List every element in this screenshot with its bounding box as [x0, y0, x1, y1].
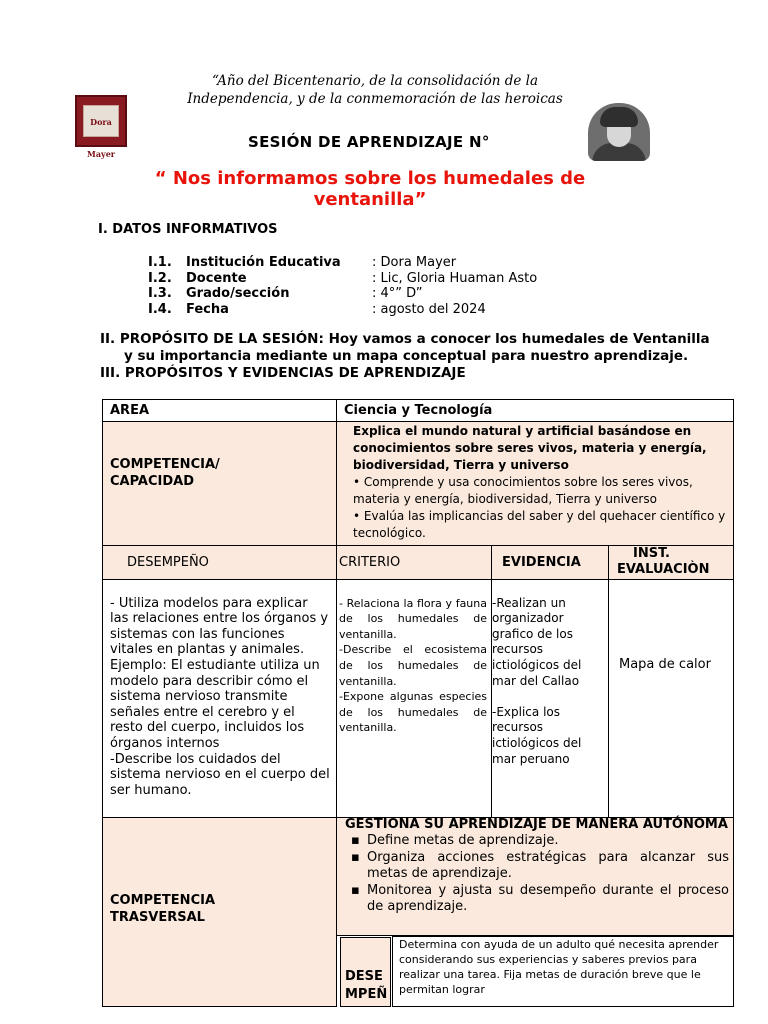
desem-label-cell: [340, 937, 391, 1007]
main-title-line-1: “ Nos informamos sobre los humedales de: [154, 168, 586, 189]
purpose-line-1: II. PROPÓSITO DE LA SESIÓN: Hoy vamos a conocer los humedales de Ventanilla: [100, 331, 710, 347]
logo-emblem: [83, 105, 119, 159]
inst-text: Mapa de calor: [619, 657, 711, 672]
info-label: Docente: [186, 270, 247, 286]
info-num: I.2.: [148, 270, 172, 286]
info-row: [148, 255, 537, 271]
transversal-label-2: TRASVERSAL: [110, 910, 205, 925]
competencia-title: Explica el mundo natural y artificial basándose en conocimientos sobre seres vivos, materia y energía, biodiversidad, Tierra y universo: [353, 424, 707, 472]
info-value: : Dora Mayer: [372, 255, 457, 270]
evidencia-cell: [491, 579, 609, 818]
desem-label-2: MPEÑ: [345, 987, 388, 1002]
desem-label-1: DESE: [345, 969, 383, 984]
section-1-heading: I. DATOS INFORMATIVOS: [98, 222, 278, 237]
criterio-text: - Relaciona la flora y fauna de los humedales de ventanilla. -Describe el ecosistema de los humedales de ventanilla. -Expone algunas especies de los humedales de ventanilla.: [339, 596, 487, 735]
evidencia-header-cell: [491, 545, 609, 580]
competencia-label-2: CAPACIDAD: [110, 474, 195, 489]
area-value-cell: [336, 399, 734, 422]
transversal-label-1: COMPETENCIA: [110, 893, 216, 908]
info-label: Fecha: [186, 301, 229, 317]
portrait-hair: [600, 107, 638, 127]
desem-text: Determina con ayuda de un adulto qué necesita aprender considerando sus experiencias y saberes previos para realizar una tarea. Fija metas de duración breve que le permitan lograr: [399, 938, 719, 996]
area-label: AREA: [110, 403, 150, 418]
portrait-image: [588, 103, 650, 161]
info-value: : agosto del 2024: [372, 301, 486, 317]
section-2-purpose: [100, 331, 740, 365]
transversal-list: [345, 833, 729, 916]
purpose-line-2: y su importancia mediante un mapa conceptual para nuestro aprendizaje.: [124, 348, 689, 364]
criterio-header: CRITERIO: [339, 555, 401, 570]
area-value: Ciencia y Tecnología: [344, 403, 493, 418]
competencia-label-cell: [102, 421, 337, 546]
purposes-table: [102, 399, 734, 1007]
section-3-heading: III. PROPÓSITOS Y EVIDENCIAS DE APRENDIZAJE: [100, 365, 466, 381]
inst-header-cell: [608, 545, 734, 580]
desempeno-header: DESEMPEÑO: [127, 555, 209, 570]
area-label-cell: [102, 399, 337, 422]
transversal-item: ▪ Define metas de aprendizaje.: [345, 833, 729, 850]
capacidad-item: • Comprende y usa conocimientos sobre los seres vivos, materia y energía, biodiversidad, Tierra y universo: [353, 475, 693, 506]
desem-text-cell: [392, 936, 734, 1007]
transversal-title: GESTIONA SU APRENDIZAJE DE MANERA AUTÓNOMA: [345, 817, 728, 832]
criterio-header-cell: [336, 545, 492, 580]
desempeno-header-cell: [102, 545, 337, 580]
info-row: [148, 302, 537, 318]
transversal-item: ▪ Organiza acciones estratégicas para alcanzar sus metas de aprendizaje.: [345, 850, 729, 883]
desempeno-cell: [102, 579, 337, 818]
info-value: : 4°” D”: [372, 286, 423, 301]
competencia-content-cell: [336, 421, 734, 546]
info-row: [148, 271, 537, 287]
evidencia-text: -Realizan un organizador grafico de los recursos ictiológicos del mar del Callao -Explica los recursos ictiológicos del mar peruano: [492, 595, 582, 766]
motto-line-2: Independencia, y de la conmemoración de las heroicas: [187, 91, 563, 107]
competencia-label-1: COMPETENCIA/: [110, 457, 220, 472]
inst-header-2: EVALUACIÒN: [617, 562, 710, 577]
capacidad-item: • Evalúa las implicancias del saber y del quehacer científico y tecnológico.: [353, 509, 726, 540]
session-title: SESIÓN DE APRENDIZAJE N°: [248, 133, 490, 151]
transversal-label-cell: [102, 817, 337, 1007]
desempeno-text: - Utiliza modelos para explicar las relaciones entre los órganos y sistemas con las funciones vitales en plantas y animales. Ejemplo: El estudiante utiliza un modelo para describir cómo el sistema nervioso transmite señales entre el cerebro y el resto del cuerpo, incluidos los órganos internos -Describe los cuidados del sistema nervioso en el cuerpo del ser humano.: [110, 595, 330, 798]
motto-line-1: “Año del Bicentenario, de la consolidación de la: [211, 73, 538, 89]
info-num: I.4.: [148, 301, 172, 317]
school-logo: [75, 95, 127, 159]
inst-cell: [608, 579, 734, 818]
info-value: : Lic, Gloria Huaman Asto: [372, 270, 538, 286]
transversal-item: ▪ Monitorea y ajusta su desempeño durante el proceso de aprendizaje.: [345, 883, 729, 916]
info-list: [148, 255, 537, 317]
criterio-cell: [336, 579, 492, 818]
logo-text: Dora Mayer: [87, 117, 115, 159]
info-num: I.1.: [148, 255, 172, 270]
inst-header-1: INST.: [633, 546, 670, 561]
header-motto: [140, 72, 610, 108]
info-label: Institución Educativa: [186, 255, 341, 270]
transversal-content-cell: [336, 817, 734, 936]
info-label: Grado/sección: [186, 286, 290, 301]
info-num: I.3.: [148, 286, 172, 301]
evidencia-header: EVIDENCIA: [502, 555, 581, 570]
info-row: [148, 286, 537, 302]
main-title: [140, 168, 600, 210]
main-title-line-2: ventanilla”: [313, 189, 427, 210]
